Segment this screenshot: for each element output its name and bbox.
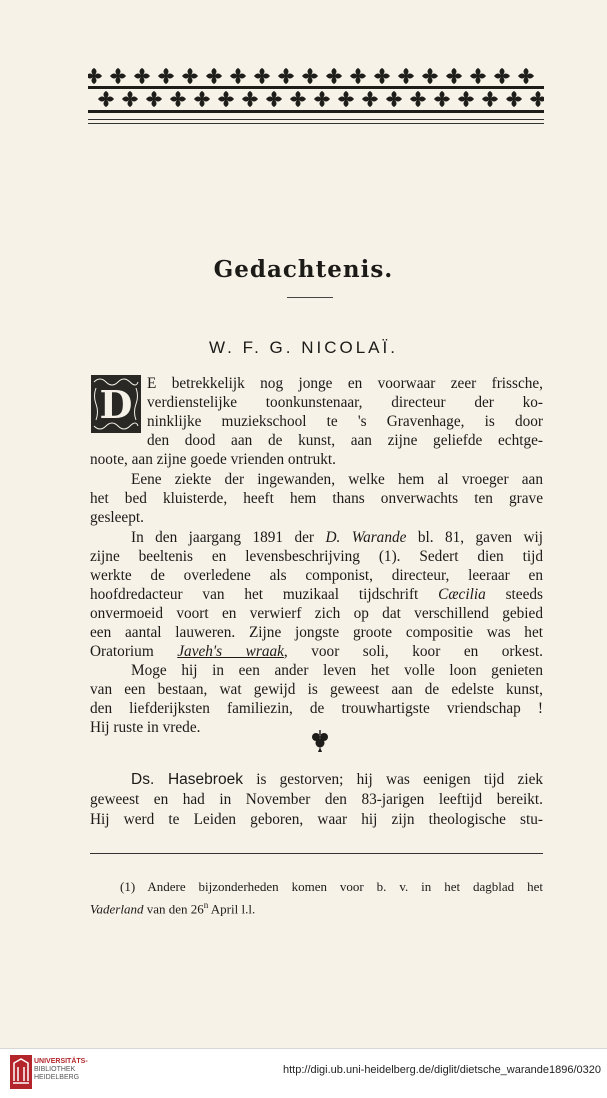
paragraph3-line: zijne beeltenis en levensbeschrijving (1). Sedert dien tijd [90, 548, 543, 565]
paragraph3-line: Oratorium Javeh's wraak, voor soli, koor en orkest. [90, 643, 543, 660]
library-logo-icon [10, 1055, 32, 1089]
paragraph3-line: een aantal lauweren. Zijne jongste groote compositie was het [90, 624, 543, 641]
ornament-flower [230, 68, 246, 84]
ornament-flower [434, 91, 450, 107]
ornament-flower [422, 68, 438, 84]
ornament-flower [194, 91, 210, 107]
ornament-flower [218, 91, 234, 107]
ornament-flower [122, 91, 138, 107]
ornament-flower [494, 68, 510, 84]
footnote-line: (1) Andere bijzonderheden komen voor b. v. in het dagblad het [120, 879, 543, 894]
paragraph4-line: den liefderijksten familiezin, de trouwhartigste vriendschap ! [90, 700, 543, 717]
ornament-flower [518, 68, 534, 84]
ornament-flower [338, 91, 354, 107]
library-name: UNIVERSITÄTS- BIBLIOTHEK HEIDELBERG [34, 1058, 88, 1081]
hasebroek-name: Ds. Hasebroek [131, 771, 243, 788]
floral-ornament-banner [88, 66, 544, 120]
ornament-flower [506, 91, 522, 107]
paragraph3-line: onvermoeid voort en verwierf zich op dat verschillend gebied [90, 605, 543, 622]
obituary-line: noote, aan zijne goede vrienden ontrukt. [90, 451, 336, 468]
paragraph3-line: hoofdredacteur van het muzikaal tijdschrift Cæcilia steeds [90, 586, 543, 603]
ornament-flower [278, 68, 294, 84]
ornament-flower [158, 68, 174, 84]
footnote-line: Vaderland van den 26$^n$ April l.l. [90, 900, 256, 917]
ornament-flower [266, 91, 282, 107]
ornament-rule [88, 119, 544, 124]
hasebroek-line: Hij werd te Leiden geboren, waar hij zijn theologische stu- [90, 811, 543, 828]
ornament-flower [350, 68, 366, 84]
paragraph2-line: gesleept. [90, 509, 144, 526]
ornament-flower [482, 91, 498, 107]
ornament-flower [206, 68, 222, 84]
ornament-flower [314, 91, 330, 107]
ornament-flower [182, 68, 198, 84]
paragraph3-line: werkte de overledene als componist, directeur, leeraar en [90, 567, 543, 584]
ornament-flower [302, 68, 318, 84]
ornament-flower [326, 68, 342, 84]
paragraph2-line: Eene ziekte der ingewanden, welke hem al vroeger aan [131, 471, 543, 488]
page-title: Gedachtenis. [213, 256, 394, 283]
ornament-flower [530, 91, 544, 107]
fleuron-icon [309, 730, 331, 752]
ornament-flower [410, 91, 426, 107]
ornament-flower [98, 91, 114, 107]
viewer-footer [0, 1048, 607, 1098]
paragraph4-line: van een bestaan, wat gewijd is geweest aan de edelste kunst, [90, 681, 543, 698]
ornament-flower [242, 91, 258, 107]
ornament-flower [386, 91, 402, 107]
footnote-rule [90, 853, 543, 854]
ornament-flower [146, 91, 162, 107]
obituary-line: E betrekkelijk nog jonge en voorwaar zeer frissche, [147, 375, 543, 392]
ornament-flower [398, 68, 414, 84]
paragraph3-line: In den jaargang 1891 der D. Warande bl. 81, gaven wij [131, 529, 543, 546]
ornament-flower [88, 68, 102, 84]
paragraph2-line: het bed kluisterde, heeft hem thans onverwachts ten grave [90, 490, 543, 507]
paragraph4-line: Hij ruste in vrede. [90, 719, 201, 736]
ornament-flower [362, 91, 378, 107]
ornament-flower [458, 91, 474, 107]
ornament-flower [170, 91, 186, 107]
ornament-flower [290, 91, 306, 107]
paragraph4-line: Moge hij in een ander leven het volle loon genieten [131, 662, 543, 679]
source-url-link[interactable]: http://digi.ub.uni-heidelberg.de/diglit/dietsche_warande1896/0320 [282, 1064, 601, 1076]
initial-letter: D [99, 382, 133, 427]
decorated-initial [90, 374, 142, 434]
ornament-flower [110, 68, 126, 84]
obituary-line: ninklijke muziekschool te 's Gravenhage, is door [147, 413, 543, 430]
hasebroek-line: geweest en had in November den 83-jarigen leeftijd bereikt. [90, 791, 543, 808]
obituary-line: den dood aan de kunst, aan zijne geliefde echtge- [147, 432, 543, 449]
title-rule [287, 297, 333, 298]
ornament-flower [134, 68, 150, 84]
ornament-flower [470, 68, 486, 84]
ornament-flower [254, 68, 270, 84]
ornament-flower [374, 68, 390, 84]
obituary-line: verdienstelijke toonkunstenaar, directeur der ko- [147, 394, 543, 411]
ornament-flower [446, 68, 462, 84]
obituary-heading: W. F. G. NICOLAÏ. [209, 338, 398, 357]
hasebroek-line: Ds. Hasebroek is gestorven; hij was eenigen tijd ziek [131, 771, 544, 788]
